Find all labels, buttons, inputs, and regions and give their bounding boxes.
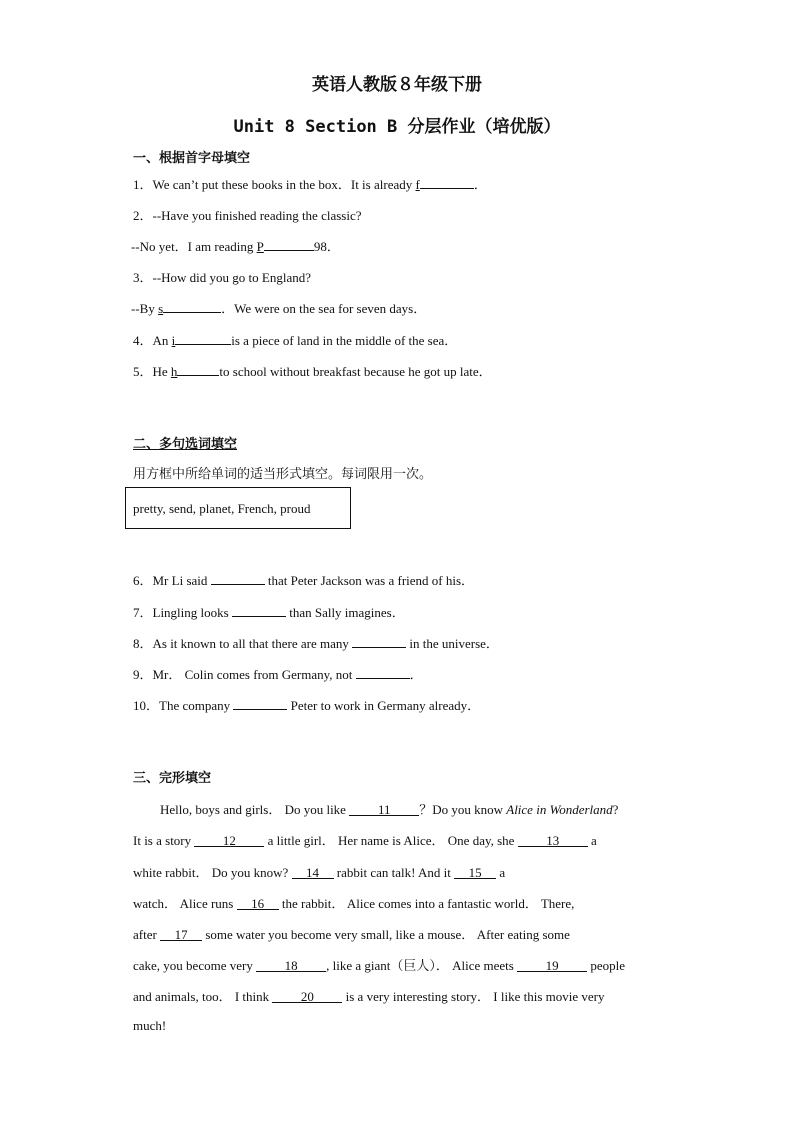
cloze-blank-19[interactable]: 19 (517, 958, 587, 972)
word-box: pretty, send, planet, French, proud (125, 487, 351, 529)
cloze-line-8: much! (133, 1018, 167, 1033)
answer-blank-1[interactable]: f (415, 177, 473, 192)
question-7: 7．Lingling looks than Sally imagines． (133, 605, 405, 620)
answer-blank-2[interactable]: P (257, 239, 314, 254)
question-2-answer: --No yet．I am reading P 98． (131, 239, 340, 254)
cloze-blank-17[interactable]: 17 (160, 927, 202, 941)
document-title: 英语人教版８年级下册 (312, 75, 482, 95)
document-subtitle: Unit 8 Section B 分层作业（培优版） (233, 117, 561, 137)
cloze-line-4: watch． Alice runs 16 the rabbit． Alice comes into a fantastic world． There, (133, 896, 575, 911)
question-4: 4．An i is a piece of land in the middle of the sea． (133, 333, 458, 348)
cloze-line-3: white rabbit． Do you know? 14 rabbit can talk! And it 15 a (133, 865, 506, 880)
cloze-line-7: and animals, too． I think 20 is a very interesting story． I like this movie very (133, 989, 605, 1004)
cloze-line-2: It is a story 12 a little girl． Her name is Alice． One day, she 13 a (133, 833, 597, 848)
question-6: 6．Mr Li said that Peter Jackson was a friend of his． (133, 573, 475, 588)
question-9: 9．Mr． Colin comes from Germany, not ． (133, 667, 423, 682)
section2-heading: 二、多句选词填空 (133, 437, 238, 452)
question-2-prompt: 2．--Have you finished reading the classic? (133, 208, 362, 223)
answer-blank-10[interactable] (233, 696, 287, 710)
cloze-blank-13[interactable]: 13 (518, 833, 588, 847)
answer-blank-3[interactable]: s (158, 301, 221, 316)
question-10: 10．The company Peter to work in Germany already． (133, 698, 481, 713)
cloze-blank-12[interactable]: 12 (194, 833, 264, 847)
cloze-line-1: Hello, boys and girls． Do you like 11 ？Do you know Alice in Wonderland? (160, 802, 619, 817)
cloze-blank-14[interactable]: 14 (292, 865, 334, 879)
cloze-blank-11[interactable]: 11 (349, 802, 419, 816)
book-title: Alice in Wonderland (506, 802, 613, 817)
answer-blank-9[interactable] (356, 665, 410, 679)
cloze-blank-20[interactable]: 20 (272, 989, 342, 1003)
question-5: 5．He h to school without breakfast because he got up late． (133, 364, 492, 379)
answer-blank-4[interactable]: i (172, 333, 232, 348)
question-8: 8．As it known to all that there are many in the universe． (133, 636, 499, 651)
answer-blank-6[interactable] (211, 571, 265, 585)
cloze-blank-18[interactable]: 18 (256, 958, 326, 972)
question-3-answer: --By s ．We were on the sea for seven days． (131, 301, 427, 316)
cloze-blank-16[interactable]: 16 (237, 896, 279, 910)
section2-instruction: 用方框中所给单词的适当形式填空。每词限用一次。 (133, 467, 433, 482)
question-1: 1．We can’t put these books in the box．It is already f ． (133, 177, 487, 192)
answer-blank-7[interactable] (232, 603, 286, 617)
section3-heading: 三、完形填空 (133, 771, 212, 786)
cloze-line-5: after 17 some water you become very small, like a mouse． After eating some (133, 927, 570, 942)
cloze-blank-15[interactable]: 15 (454, 865, 496, 879)
section1-heading: 一、根据首字母填空 (133, 151, 251, 166)
answer-blank-5[interactable]: h (171, 364, 220, 379)
cloze-line-6: cake, you become very 18 , like a giant（巨人）． Alice meets 19 people (133, 958, 625, 973)
answer-blank-8[interactable] (352, 634, 406, 648)
question-3-prompt: 3．--How did you go to England? (133, 270, 312, 285)
